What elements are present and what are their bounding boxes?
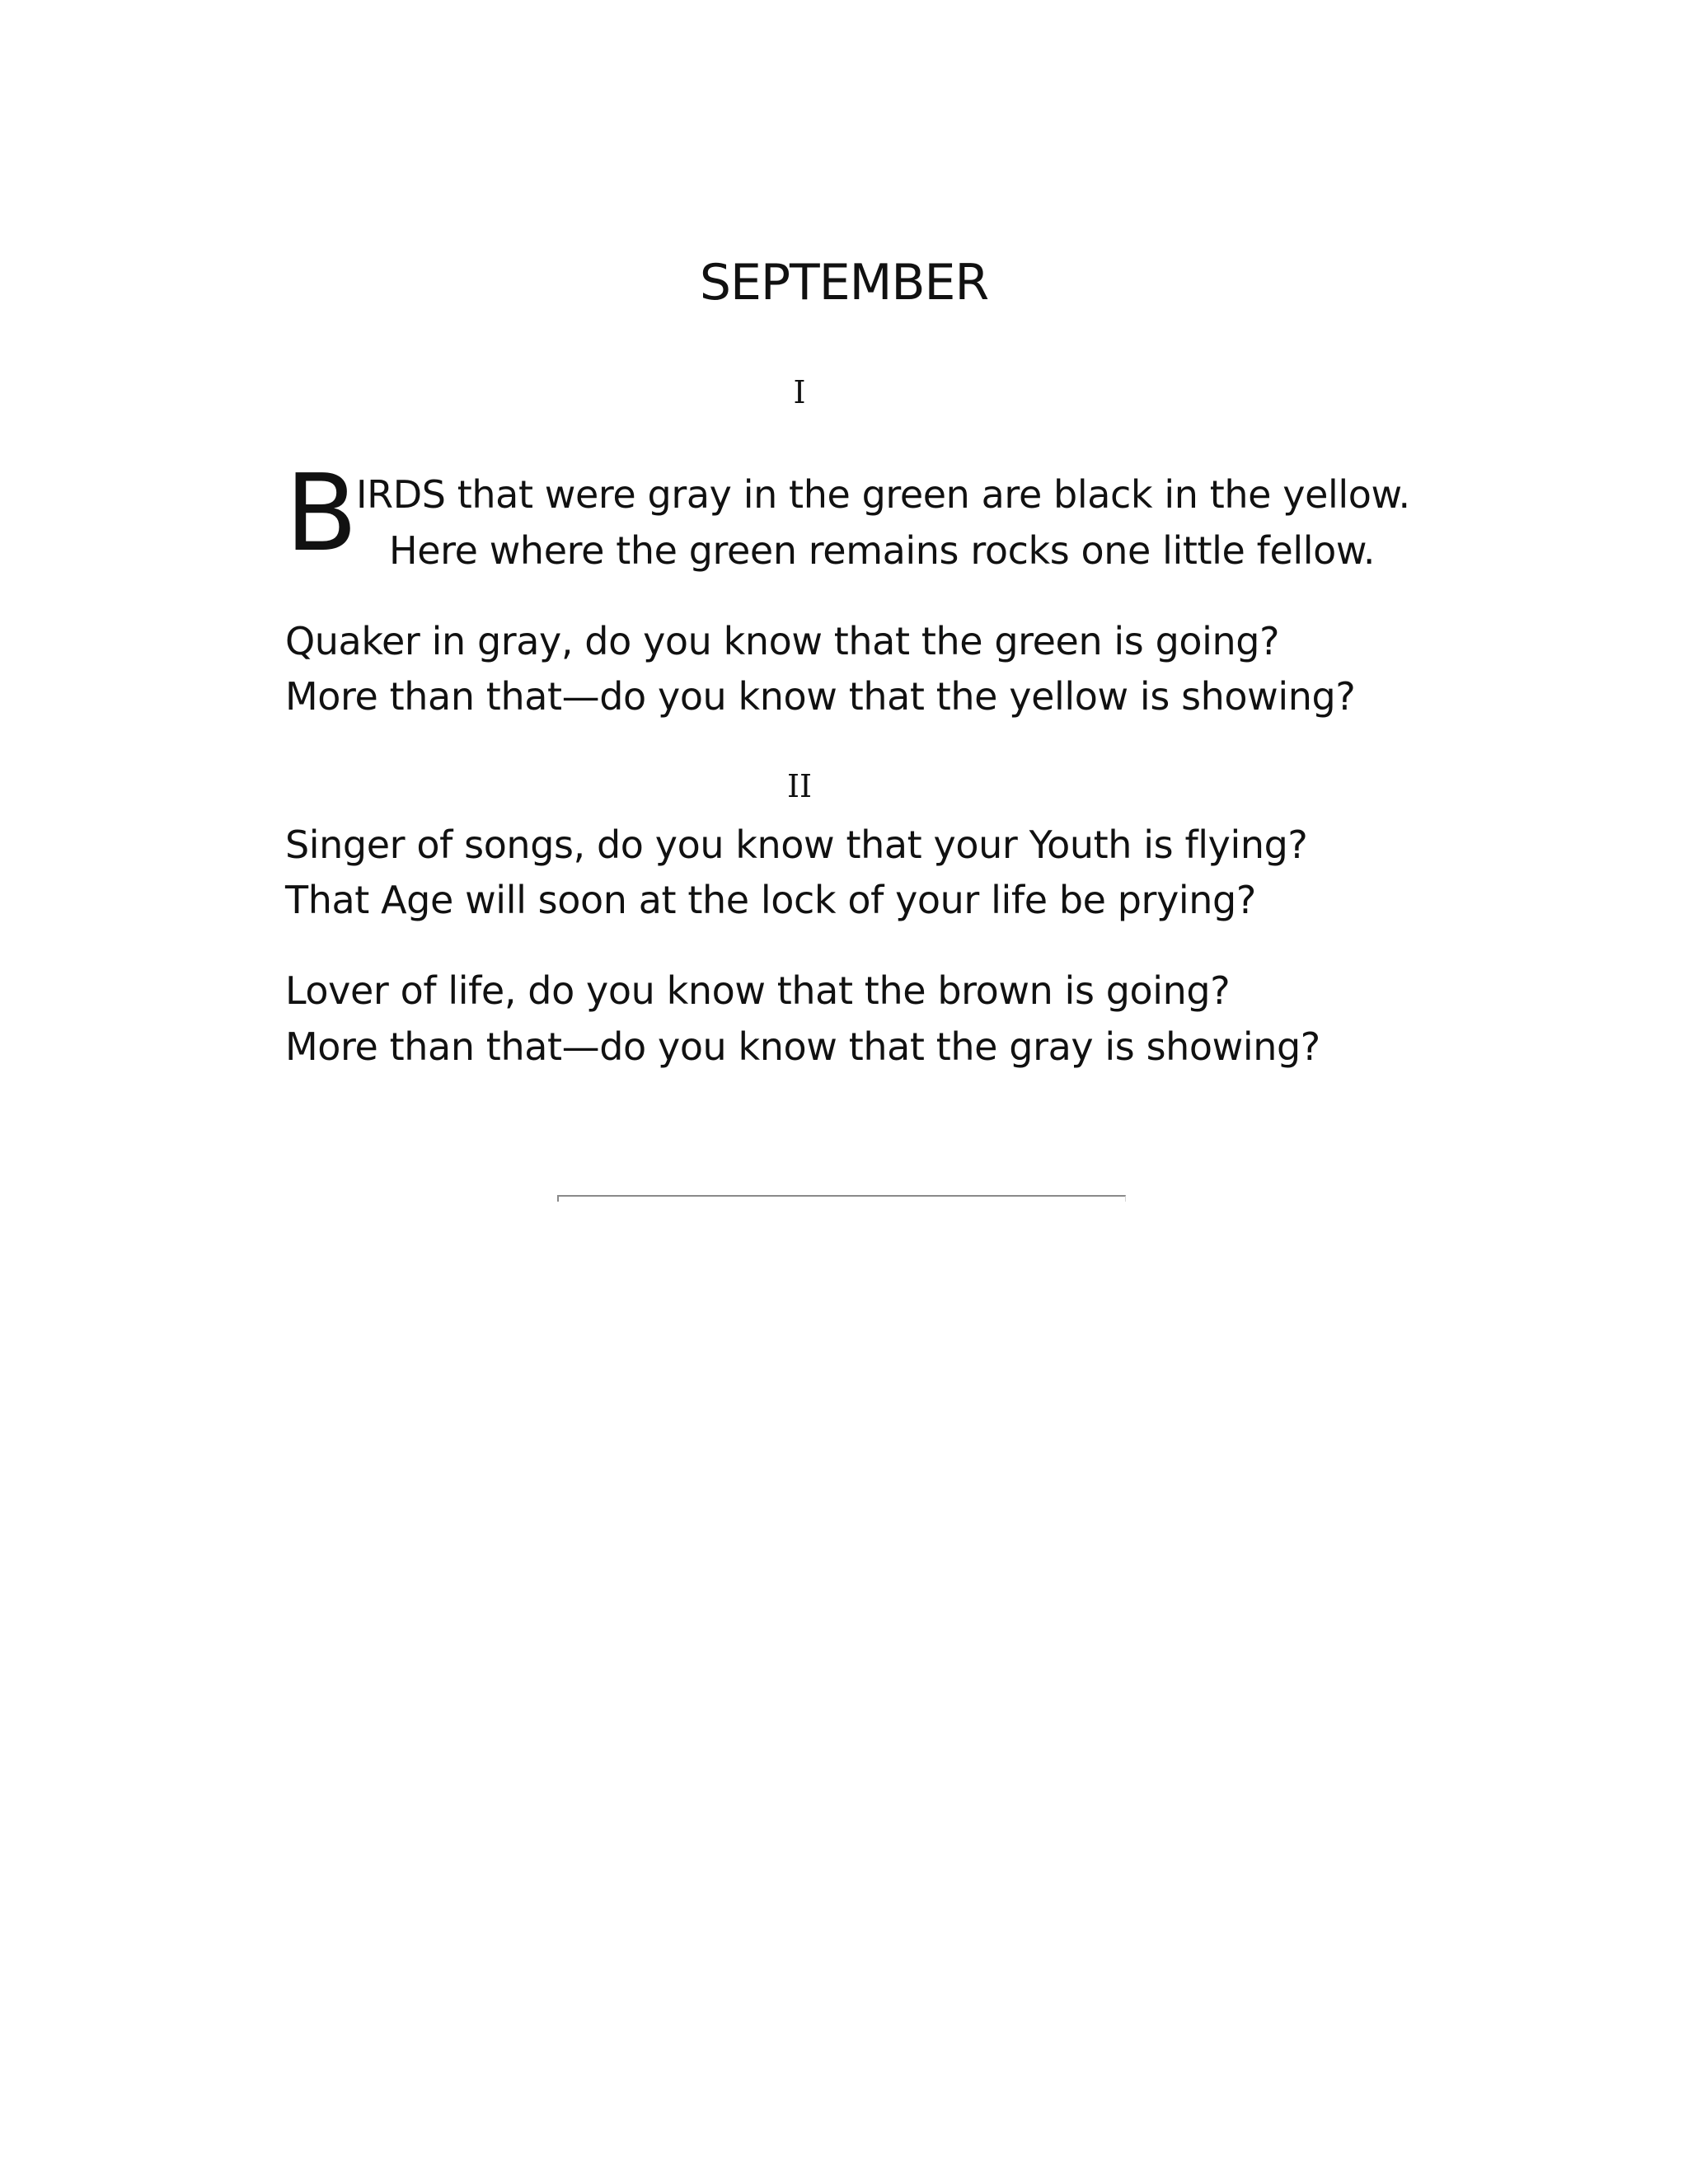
stanza-3-line-2: That Age will soon at the lock of your life be prying? bbox=[285, 878, 1256, 922]
stanza-2-line-2: More than that—do you know that the yellow is showing? bbox=[285, 674, 1356, 719]
stanza-2-line-1: Quaker in gray, do you know that the green is going? bbox=[285, 619, 1280, 663]
section-number-one: I bbox=[793, 374, 806, 410]
poem-title: SEPTEMBER bbox=[699, 254, 989, 312]
stanza-1-line-2: Here where the green remains rocks one little fellow. bbox=[389, 528, 1376, 573]
drop-cap: B bbox=[285, 452, 358, 575]
section-divider-rule bbox=[557, 1195, 1126, 1202]
stanza-1-line-1: IRDS that were gray in the green are black in the yellow. bbox=[356, 472, 1410, 517]
section-number-two: II bbox=[786, 768, 813, 804]
stanza-3-line-1: Singer of songs, do you know that your Youth is flying? bbox=[285, 823, 1308, 867]
stanza-4-line-1: Lover of life, do you know that the brown is going? bbox=[285, 968, 1231, 1013]
stanza-4-line-2: More than that—do you know that the gray is showing? bbox=[285, 1024, 1320, 1069]
